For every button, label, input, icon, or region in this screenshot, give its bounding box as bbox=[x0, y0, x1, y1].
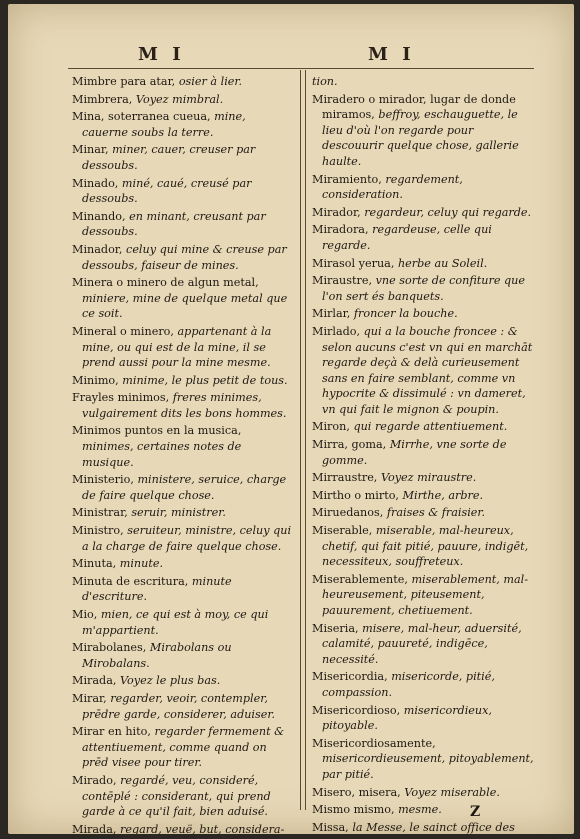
dictionary-entry bbox=[312, 736, 536, 783]
entry-translation: Voyez miserable. bbox=[404, 785, 500, 799]
entry-headword: Mirra, goma, bbox=[312, 438, 390, 452]
entry-translation: Mirthe, arbre. bbox=[402, 488, 484, 502]
entry-translation: misere, mal-heur, aduersité, calamité, pauureté, indigēce, necessité. bbox=[322, 621, 522, 666]
entry-headword: Mirar en hito, bbox=[72, 725, 155, 739]
entry-translation: la Messe, le sainct office des bbox=[352, 820, 515, 834]
entry-translation: regardeuse, celle qui regarde. bbox=[322, 223, 492, 252]
dictionary-entry bbox=[312, 802, 536, 818]
catchword: Z bbox=[470, 804, 481, 820]
dictionary-entry bbox=[72, 472, 292, 503]
entry-translation: seruiteur, ministre, celuy qui a la charge de faire quelque chose. bbox=[82, 524, 292, 553]
entry-translation: Voyez le plus bas. bbox=[120, 674, 221, 688]
dictionary-entry bbox=[72, 607, 292, 638]
entry-translation: vne sorte de confiture que l'on sert és banquets. bbox=[322, 274, 525, 303]
entry-translation: regardeur, celuy qui regarde. bbox=[364, 205, 532, 219]
dictionary-entry bbox=[72, 423, 292, 470]
entry-translation: celuy qui mine & creuse par dessoubs, faiseur de mines. bbox=[82, 242, 287, 272]
dictionary-entry bbox=[72, 275, 292, 322]
entry-headword: Mio, bbox=[72, 608, 101, 621]
dictionary-entry bbox=[312, 92, 536, 170]
dictionary-entry bbox=[72, 773, 292, 820]
dictionary-entry bbox=[312, 572, 536, 619]
entry-translation: osier à lier. bbox=[178, 75, 243, 88]
entry-translation: Mirabolans ou Mirobalans. bbox=[82, 641, 232, 670]
dictionary-entry bbox=[312, 669, 536, 700]
dictionary-entry bbox=[312, 74, 536, 90]
header-left: M I bbox=[138, 44, 185, 65]
entry-translation: froncer la bouche. bbox=[353, 307, 458, 321]
entry-headword: Minuta, bbox=[72, 557, 120, 571]
entry-translation: appartenant à la mine, ou qui est de la mine, il se prend aussi pour la mine mesme. bbox=[82, 324, 272, 370]
entry-headword: Mirlar, bbox=[312, 307, 354, 321]
header-right: M I bbox=[368, 44, 415, 65]
entry-translation: mine, cauerne soubs la terre. bbox=[82, 110, 246, 139]
dictionary-entry bbox=[312, 621, 536, 668]
entry-headword: Minera o minero de algun metal, bbox=[72, 276, 259, 290]
entry-translation: qui regarde attentiuement. bbox=[353, 420, 508, 434]
entry-translation: miniere, mine de quelque metal que ce soit. bbox=[82, 291, 288, 321]
entry-translation: ministere, seruice, charge de faire quelque chose. bbox=[82, 473, 287, 502]
entry-headword: Miserablemente, bbox=[312, 572, 412, 586]
entry-headword: Minador, bbox=[72, 242, 127, 256]
entry-headword: Miradero o mirador, lugar de donde miramos, bbox=[312, 92, 516, 122]
dictionary-entry bbox=[312, 222, 536, 253]
entry-headword: Mineral o minero, bbox=[72, 324, 178, 338]
entry-translation: mesme. bbox=[398, 803, 442, 817]
dictionary-entry bbox=[312, 172, 536, 203]
dictionary-entry bbox=[312, 523, 536, 570]
entry-translation: minimes, certaines notes de musique. bbox=[82, 440, 242, 469]
entry-headword: Minimo, bbox=[72, 373, 123, 387]
entry-translation: misericordieux, pitoyable. bbox=[322, 703, 492, 733]
entry-headword: Missa, bbox=[312, 820, 353, 834]
dictionary-entry bbox=[312, 419, 536, 435]
dictionary-entry bbox=[72, 209, 292, 240]
dictionary-entry bbox=[312, 324, 536, 418]
entry-translation: Voyez mimbral. bbox=[135, 92, 224, 106]
entry-headword: Ministerio, bbox=[72, 473, 138, 487]
entry-headword: Ministro, bbox=[72, 524, 128, 538]
entry-translation: regarder fermement & attentiuement, comme quand on prēd visee pour tirer. bbox=[82, 725, 285, 770]
dictionary-entry bbox=[72, 691, 292, 722]
entry-headword: Mirada, bbox=[72, 822, 120, 834]
dictionary-entry bbox=[72, 390, 292, 421]
dictionary-entry bbox=[72, 724, 292, 771]
dictionary-entry bbox=[72, 92, 292, 108]
dictionary-entry bbox=[72, 640, 292, 671]
entry-headword: Miseria, bbox=[312, 621, 363, 635]
entry-headword: Mirabolanes, bbox=[72, 641, 150, 655]
entry-translation: misericorde, pitié, compassion. bbox=[322, 670, 495, 699]
entry-headword: Miruedanos, bbox=[312, 506, 387, 520]
entry-headword: Minimos puntos en la musica, bbox=[72, 424, 242, 438]
entry-headword: Frayles minimos, bbox=[72, 391, 173, 405]
entry-headword: Misericordiosamente, bbox=[312, 736, 436, 750]
entry-headword: Minando, bbox=[72, 209, 130, 223]
entry-headword: Mimbre para atar, bbox=[72, 75, 179, 88]
dictionary-entry bbox=[312, 505, 536, 521]
dictionary-entry bbox=[312, 306, 536, 322]
entry-headword: Mirador, bbox=[312, 205, 365, 219]
entry-headword: Minar, bbox=[72, 143, 113, 157]
dictionary-entry bbox=[72, 242, 292, 273]
entry-headword: Miron, bbox=[312, 420, 354, 434]
entry-headword: Misericordioso, bbox=[312, 703, 404, 717]
entry-headword: Mismo mismo, bbox=[312, 803, 399, 817]
entry-headword: Miserable, bbox=[312, 524, 376, 538]
dictionary-entry bbox=[312, 820, 536, 834]
entry-headword: Minuta de escritura, bbox=[72, 574, 192, 588]
entry-translation: regardé, veu, consideré, contēplé : considerant, qui prend garde à ce qu'il fait, bien aduisé. bbox=[82, 773, 271, 819]
dictionary-entry bbox=[312, 488, 536, 504]
dictionary-entry bbox=[72, 324, 292, 371]
dictionary-entry bbox=[72, 373, 292, 389]
dictionary-entry bbox=[72, 673, 292, 689]
entry-headword: Mirtho o mirto, bbox=[312, 488, 403, 502]
entry-translation: tion. bbox=[312, 75, 338, 88]
entry-headword: Miraustre, bbox=[312, 274, 376, 288]
entry-translation: miner, cauer, creuser par dessoubs. bbox=[82, 143, 256, 172]
entry-headword: Miradora, bbox=[312, 223, 373, 237]
dictionary-entry bbox=[72, 822, 292, 834]
entry-translation: seruir, ministrer. bbox=[131, 506, 226, 520]
dictionary-entry bbox=[312, 703, 536, 734]
entry-translation: regardement, consideration. bbox=[322, 172, 463, 202]
entry-headword: Misero, misera, bbox=[312, 785, 405, 799]
dictionary-entry bbox=[72, 109, 292, 140]
entry-translation: miné, caué, creusé par dessoubs. bbox=[82, 176, 252, 206]
entry-translation: freres minimes, vulgairement dits les bons hommes. bbox=[82, 391, 287, 420]
entry-translation: en minant, creusant par dessoubs. bbox=[82, 209, 266, 239]
entry-translation: Voyez miraustre. bbox=[380, 471, 477, 485]
entry-headword: Mirlado, bbox=[312, 324, 364, 338]
entry-headword: Minado, bbox=[72, 176, 122, 190]
dictionary-entry bbox=[312, 437, 536, 468]
entry-translation: Mirrhe, vne sorte de gomme. bbox=[322, 438, 507, 467]
entry-headword: Ministrar, bbox=[72, 506, 132, 520]
entry-headword: Mirraustre, bbox=[312, 471, 381, 485]
entry-headword: Mirada, bbox=[72, 674, 120, 688]
entry-translation: fraises & fraisier. bbox=[386, 506, 486, 520]
entry-translation: misericordieusement, pitoyablement, par pitié. bbox=[322, 752, 534, 781]
entry-headword: Misericordia, bbox=[312, 670, 392, 684]
dictionary-entry bbox=[72, 176, 292, 207]
entry-translation: beffroy, eschauguette, le lieu d'où l'on regarde pour descouurir quelque chose, gallerie haulte. bbox=[322, 108, 519, 168]
dictionary-entry bbox=[312, 205, 536, 221]
running-header bbox=[68, 42, 534, 69]
column-divider bbox=[300, 70, 306, 810]
dictionary-entry bbox=[312, 256, 536, 272]
entry-translation: herbe au Soleil. bbox=[397, 256, 488, 270]
dictionary-entry bbox=[72, 556, 292, 572]
dictionary-entry bbox=[72, 574, 292, 605]
dictionary-entry bbox=[312, 470, 536, 486]
entry-headword: Mirasol yerua, bbox=[312, 256, 398, 270]
dictionary-entry bbox=[312, 273, 536, 304]
entry-headword: Miramiento, bbox=[312, 172, 386, 186]
dictionary-entry bbox=[312, 785, 536, 801]
entry-headword: Mina, soterranea cueua, bbox=[72, 110, 215, 124]
entry-headword: Mirado, bbox=[72, 773, 121, 787]
dictionary-entry bbox=[72, 523, 292, 554]
entry-translation: minime, le plus petit de tous. bbox=[122, 373, 288, 387]
entry-translation: minute d'escriture. bbox=[82, 574, 232, 604]
entry-translation: qui a la bouche froncee : & selon aucuns c'est vn qui en marchāt regarde deçà & delà curieusement sans en faire semblant, comme vn hypocrite & dissimulé : vn dameret, vn qui fait le mignon & poupin. bbox=[322, 324, 533, 416]
dictionary-entry bbox=[72, 505, 292, 521]
entry-translation: regarder, veoir, contempler, prēdre garde, considerer, aduiser. bbox=[82, 691, 276, 721]
entry-headword: Mirar, bbox=[72, 691, 111, 705]
dictionary-page bbox=[8, 4, 574, 834]
entry-translation: miserable, mal-heureux, chetif, qui fait pitié, pauure, indigēt, necessiteux, souffreteux. bbox=[322, 524, 529, 569]
dictionary-entry bbox=[72, 142, 292, 173]
entry-translation: regard, veuë, but, considera- bbox=[120, 822, 285, 834]
dictionary-entry bbox=[72, 74, 292, 90]
entry-headword: Mimbrera, bbox=[72, 92, 136, 106]
left-column bbox=[72, 74, 292, 834]
right-column bbox=[312, 74, 536, 834]
entry-translation: mien, ce qui est à moy, ce qui m'appartient. bbox=[82, 608, 269, 637]
entry-translation: minute. bbox=[119, 557, 164, 571]
entry-translation: miserablement, mal-heureusement, piteusement, pauurement, chetiuement. bbox=[322, 572, 529, 617]
